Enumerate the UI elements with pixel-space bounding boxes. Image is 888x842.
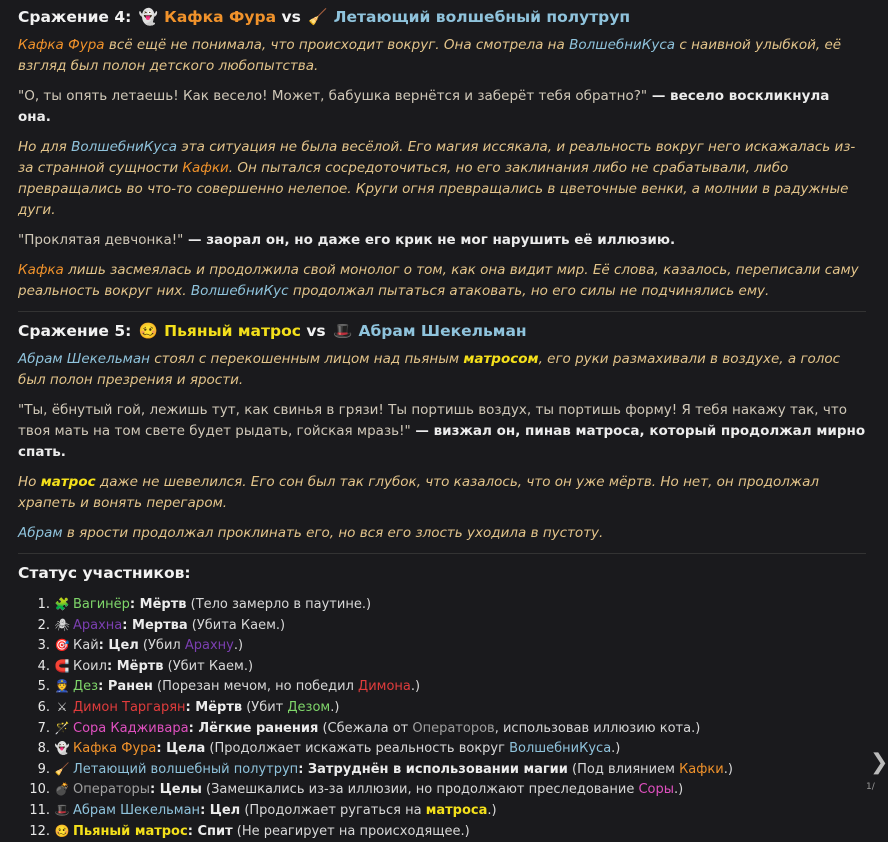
participant-name: Дез — [73, 679, 99, 695]
participant-name: Операторы — [73, 782, 150, 798]
separator: : — [188, 720, 199, 736]
next-page-button[interactable] — [866, 750, 888, 792]
crossed-swords-icon: ⚔ — [56, 699, 68, 714]
quote-text: "Ты, ёбнутый гой, лежишь тут, как свинья в грязи! Ты портишь воздух, ты портишь форму! Я тебя накажу так, что твоя мать на том свете будет рыдать, гойская мразь!" — [18, 402, 847, 439]
chevron-right-icon: ❯ — [870, 750, 888, 775]
status-detail: .) — [410, 679, 421, 695]
status-item — [18, 821, 866, 842]
separator: : — [98, 638, 109, 654]
status-detail: .) — [233, 638, 244, 654]
battle5-quote-1 — [18, 400, 866, 463]
quote-text: "Проклятая девчонка!" — [18, 232, 184, 248]
status-detail: (Тело замерло в паутине.) — [186, 597, 372, 612]
participant-state: Целы — [159, 782, 202, 798]
item-number: 10. — [29, 782, 50, 798]
battle4-paragraph-1 — [18, 35, 866, 77]
name-mention: Кафка — [18, 262, 64, 278]
item-number: 4. — [37, 658, 50, 674]
status-detail: .) — [723, 761, 733, 777]
battle-label: Сражение 5: — [18, 322, 132, 340]
status-detail: (Под влиянием — [567, 761, 680, 777]
participant-state: Цел — [209, 802, 241, 818]
top-hat-icon: 🎩 — [333, 322, 353, 340]
item-number: 9. — [37, 761, 50, 777]
top-hat-icon: 🎩 — [54, 802, 70, 817]
name-mention: Арахну — [184, 638, 234, 654]
status-detail: .) — [674, 782, 684, 798]
status-detail: (Замешкались из-за иллюзии, но продолжают преследование — [201, 782, 639, 798]
text-span: в ярости продолжал проклинать его, но вся его злость уходила в пустоту. — [62, 525, 604, 541]
item-number: 5. — [37, 679, 50, 695]
name-mention: Кафки — [182, 160, 229, 176]
battle-label: Сражение 4: — [18, 8, 132, 26]
battle5-paragraph-1 — [18, 349, 866, 391]
text-span: лишь засмеялась и продолжила свой монолог о том, как она видит мир. Её слова, казалось, переписали саму реальность вокруг них. — [18, 262, 859, 299]
item-number: 8. — [37, 741, 50, 757]
participant-state: Спит — [197, 823, 233, 839]
quote-attribution: — визжал он, пинав матроса, который продолжал мирно спать. — [18, 423, 866, 460]
name-mention: ВолшебниКуса — [569, 37, 676, 53]
item-number: 6. — [37, 699, 50, 715]
status-detail: (Убит — [242, 699, 288, 715]
participant-state: Мёртв — [139, 597, 187, 612]
magic-wand-icon: 🪄 — [54, 720, 70, 735]
fighter1-name: Кафка Фура — [164, 8, 277, 26]
status-title: Статус участников: — [18, 564, 191, 582]
participant-state: Затруднён в использовании магии — [307, 761, 568, 777]
item-number: 2. — [37, 617, 50, 633]
participant-name: Летающий волшебный полутруп — [73, 761, 299, 777]
participant-name: Кай — [73, 638, 99, 654]
name-mention: ВолшебниКуса — [71, 139, 178, 155]
text-span: , его руки размахивали в воздухе, а голос был полон презрения и ярости. — [18, 351, 841, 388]
status-item — [18, 759, 866, 780]
status-item — [18, 718, 866, 739]
item-number: 7. — [37, 720, 50, 736]
text-span: Но для — [18, 139, 72, 155]
quote-attribution: — заорал он, но даже его крик не мог нарушить её иллюзию. — [183, 232, 676, 248]
separator: : — [200, 802, 210, 818]
status-detail: , использовав иллюзию кота.) — [494, 720, 701, 736]
participant-state: Мёртв — [116, 658, 164, 674]
magnet-icon: 🧲 — [54, 658, 70, 673]
status-item — [18, 738, 866, 759]
status-detail: (Убил — [138, 638, 185, 654]
participant-name: Сора Кадживара — [73, 720, 189, 736]
battle5-paragraph-2 — [18, 472, 866, 514]
participant-name: Димон Таргарян — [73, 699, 186, 715]
woozy-face-icon: 🥴 — [54, 823, 70, 838]
text-span: всё ещё не понимала, что происходит вокруг. Она смотрела на — [104, 37, 570, 53]
status-item — [18, 779, 866, 800]
battle4-title — [18, 6, 866, 28]
spider-icon: 🕷 — [54, 617, 70, 632]
status-detail: .) — [611, 741, 621, 757]
name-mention: Операторов — [412, 720, 495, 736]
text-span: стоял с перекошенным лицом над пьяным — [149, 351, 464, 367]
separator: : — [98, 679, 108, 695]
name-mention: Абрам Шекельман — [18, 351, 150, 367]
name-mention: ВолшебниКуса — [509, 741, 612, 757]
status-item — [18, 676, 866, 697]
text-span: продолжал пытаться атаковать, но его силы не подчинялись ему. — [288, 283, 770, 299]
fighter2-name: Абрам Шекельман — [358, 322, 527, 340]
divider — [18, 553, 866, 554]
fighter1-name: Пьяный матрос — [164, 322, 301, 340]
participant-name: Арахна — [73, 617, 123, 633]
police-officer-icon: 👮 — [54, 679, 70, 694]
woozy-face-icon: 🥴 — [138, 322, 159, 340]
status-list — [18, 594, 866, 841]
participant-state: Мертва — [132, 617, 188, 633]
participant-state: Лёгкие ранения — [198, 720, 319, 736]
status-detail: (Убита Каем.) — [187, 617, 286, 633]
page-indicator: 1/ — [866, 782, 875, 792]
battle5-paragraph-3 — [18, 523, 866, 544]
name-mention: Дезом — [287, 699, 331, 715]
quote-text: "О, ты опять летаешь! Как весело! Может, бабушка вернётся и заберёт тебя обратно?" — [18, 88, 648, 104]
puzzle-icon: 🧩 — [54, 597, 70, 611]
bomb-icon: 💣 — [54, 782, 70, 797]
name-mention: ВолшебниКус — [190, 283, 289, 299]
name-mention: матрос — [40, 474, 96, 490]
participant-name: Вагинёр — [73, 597, 130, 612]
participant-name: Абрам Шекельман — [73, 802, 201, 818]
name-mention: Кафки — [679, 761, 724, 777]
status-item — [18, 594, 866, 615]
text-span: . Он пытался сосредоточиться, но его заклинания либо не срабатывали, либо превращались во что-то совершенно нелепое. Круги огня превращались в цветочные венки, а молнии в радужные дуги. — [18, 160, 849, 218]
battle4-quote-1 — [18, 86, 866, 128]
text-span: Но — [18, 474, 41, 490]
status-detail: .) — [487, 802, 497, 818]
separator: : — [298, 761, 308, 777]
participant-state: Цела — [166, 741, 206, 757]
text-span: эта ситуация не была весёлой. Его магия иссякала, и реальность вокруг него искажалась из-за странной сущности — [18, 139, 856, 176]
message-content — [18, 6, 866, 841]
participant-state: Ранен — [107, 679, 153, 695]
item-number: 12. — [29, 823, 50, 839]
vs-label: vs — [281, 8, 301, 26]
status-item — [18, 800, 866, 821]
separator: : — [185, 699, 196, 715]
battle5-title — [18, 320, 866, 342]
text-span: даже не шевелился. Его сон был так глубок, что казалось, что он уже мёртв. Но нет, он продолжал храпеть и вонять перегаром. — [18, 474, 819, 511]
battle4-paragraph-3 — [18, 260, 866, 302]
quote-attribution: — весело воскликнула она. — [18, 88, 830, 125]
name-mention: Абрам — [18, 525, 63, 541]
status-detail: (Продолжает искажать реальность вокруг — [205, 741, 510, 757]
fighter2-name: Летающий волшебный полутруп — [333, 8, 631, 26]
divider — [18, 311, 866, 312]
item-number: 11. — [29, 802, 50, 818]
name-mention: Кафка Фура — [18, 37, 105, 53]
separator: : — [106, 658, 117, 674]
participant-state: Мёртв — [195, 699, 243, 715]
separator: : — [122, 617, 133, 633]
battle4-paragraph-2 — [18, 137, 866, 221]
participant-name: Коил — [73, 658, 107, 674]
participant-state: Цел — [108, 638, 139, 654]
separator: : — [156, 741, 167, 757]
name-mention: Соры — [638, 782, 675, 798]
ghost-icon: 👻 — [138, 8, 159, 26]
text-span: с наивной улыбкой, её взгляд был полон детского любопытства. — [18, 37, 842, 74]
status-detail: (Порезан мечом, но победил — [152, 679, 359, 695]
participant-name: Кафка Фура — [73, 741, 157, 757]
target-icon: 🎯 — [54, 638, 70, 653]
status-detail: (Убит Каем.) — [163, 658, 254, 674]
item-number: 3. — [37, 638, 50, 654]
status-detail: (Сбежала от — [318, 720, 413, 736]
status-item — [18, 697, 866, 718]
item-number: 1. — [37, 597, 50, 612]
broom-icon: 🧹 — [308, 8, 328, 26]
separator: : — [150, 782, 160, 798]
separator: : — [129, 597, 140, 612]
participant-name: Пьяный матрос — [73, 823, 188, 839]
ghost-icon: 👻 — [54, 741, 70, 756]
name-mention: матросом — [463, 351, 539, 367]
broom-icon: 🧹 — [54, 761, 70, 776]
status-detail: (Не реагирует на происходящее.) — [232, 823, 470, 839]
separator: : — [187, 823, 198, 839]
status-item — [18, 656, 866, 677]
status-detail: .) — [330, 699, 340, 715]
name-mention: матроса — [425, 802, 488, 818]
name-mention: Димона — [358, 679, 411, 695]
vs-label: vs — [306, 322, 326, 340]
status-item — [18, 635, 866, 656]
battle4-quote-2 — [18, 230, 866, 251]
status-item — [18, 615, 866, 636]
status-detail: (Продолжает ругаться на — [240, 802, 426, 818]
